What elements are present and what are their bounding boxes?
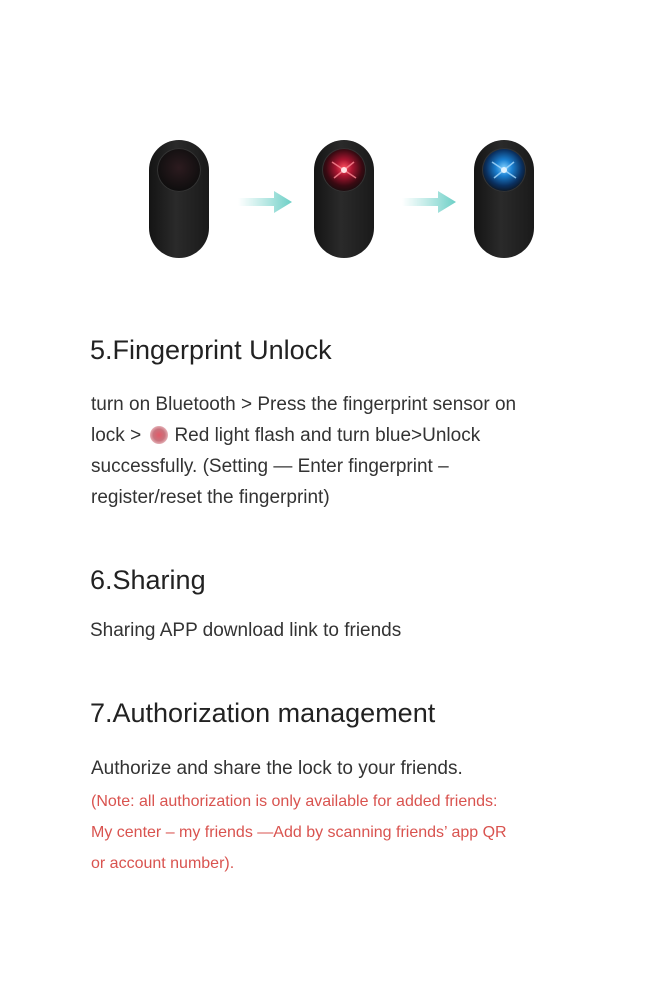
section-title-sharing: 6.Sharing xyxy=(90,565,206,595)
instruction-line: register/reset the fingerprint) xyxy=(91,487,330,508)
lock-red-icon xyxy=(314,140,374,258)
instruction-line: lock > xyxy=(91,425,147,446)
red-flash-icon xyxy=(150,426,168,444)
section-title-fingerprint-unlock: 5.Fingerprint Unlock xyxy=(90,335,332,365)
sharing-instructions: Sharing APP download link to friends xyxy=(90,620,402,641)
authorization-note xyxy=(91,786,507,879)
note-line: My center – my friends —Add by scanning friends’ app QR xyxy=(91,824,507,841)
authorization-instructions: Authorize and share the lock to your friends. xyxy=(91,758,463,779)
instruction-line: Red light flash and turn blue>Unlock xyxy=(174,425,481,446)
fingerprint-unlock-instructions xyxy=(91,389,516,513)
arrow-right-icon xyxy=(238,190,292,214)
note-line: or account number). xyxy=(91,855,235,872)
note-line: (Note: all authorization is only available for added friends: xyxy=(91,793,498,810)
lock-off-icon xyxy=(149,140,209,258)
section-title-authorization-management: 7.Authorization management xyxy=(90,698,436,728)
instruction-line: successfully. (Setting — Enter fingerprint – xyxy=(91,456,449,477)
arrow-right-icon xyxy=(402,190,456,214)
fingerprint-illustration xyxy=(0,0,669,300)
instruction-line: turn on Bluetooth > Press the fingerprint sensor on xyxy=(91,394,517,415)
lock-blue-icon xyxy=(474,140,534,258)
